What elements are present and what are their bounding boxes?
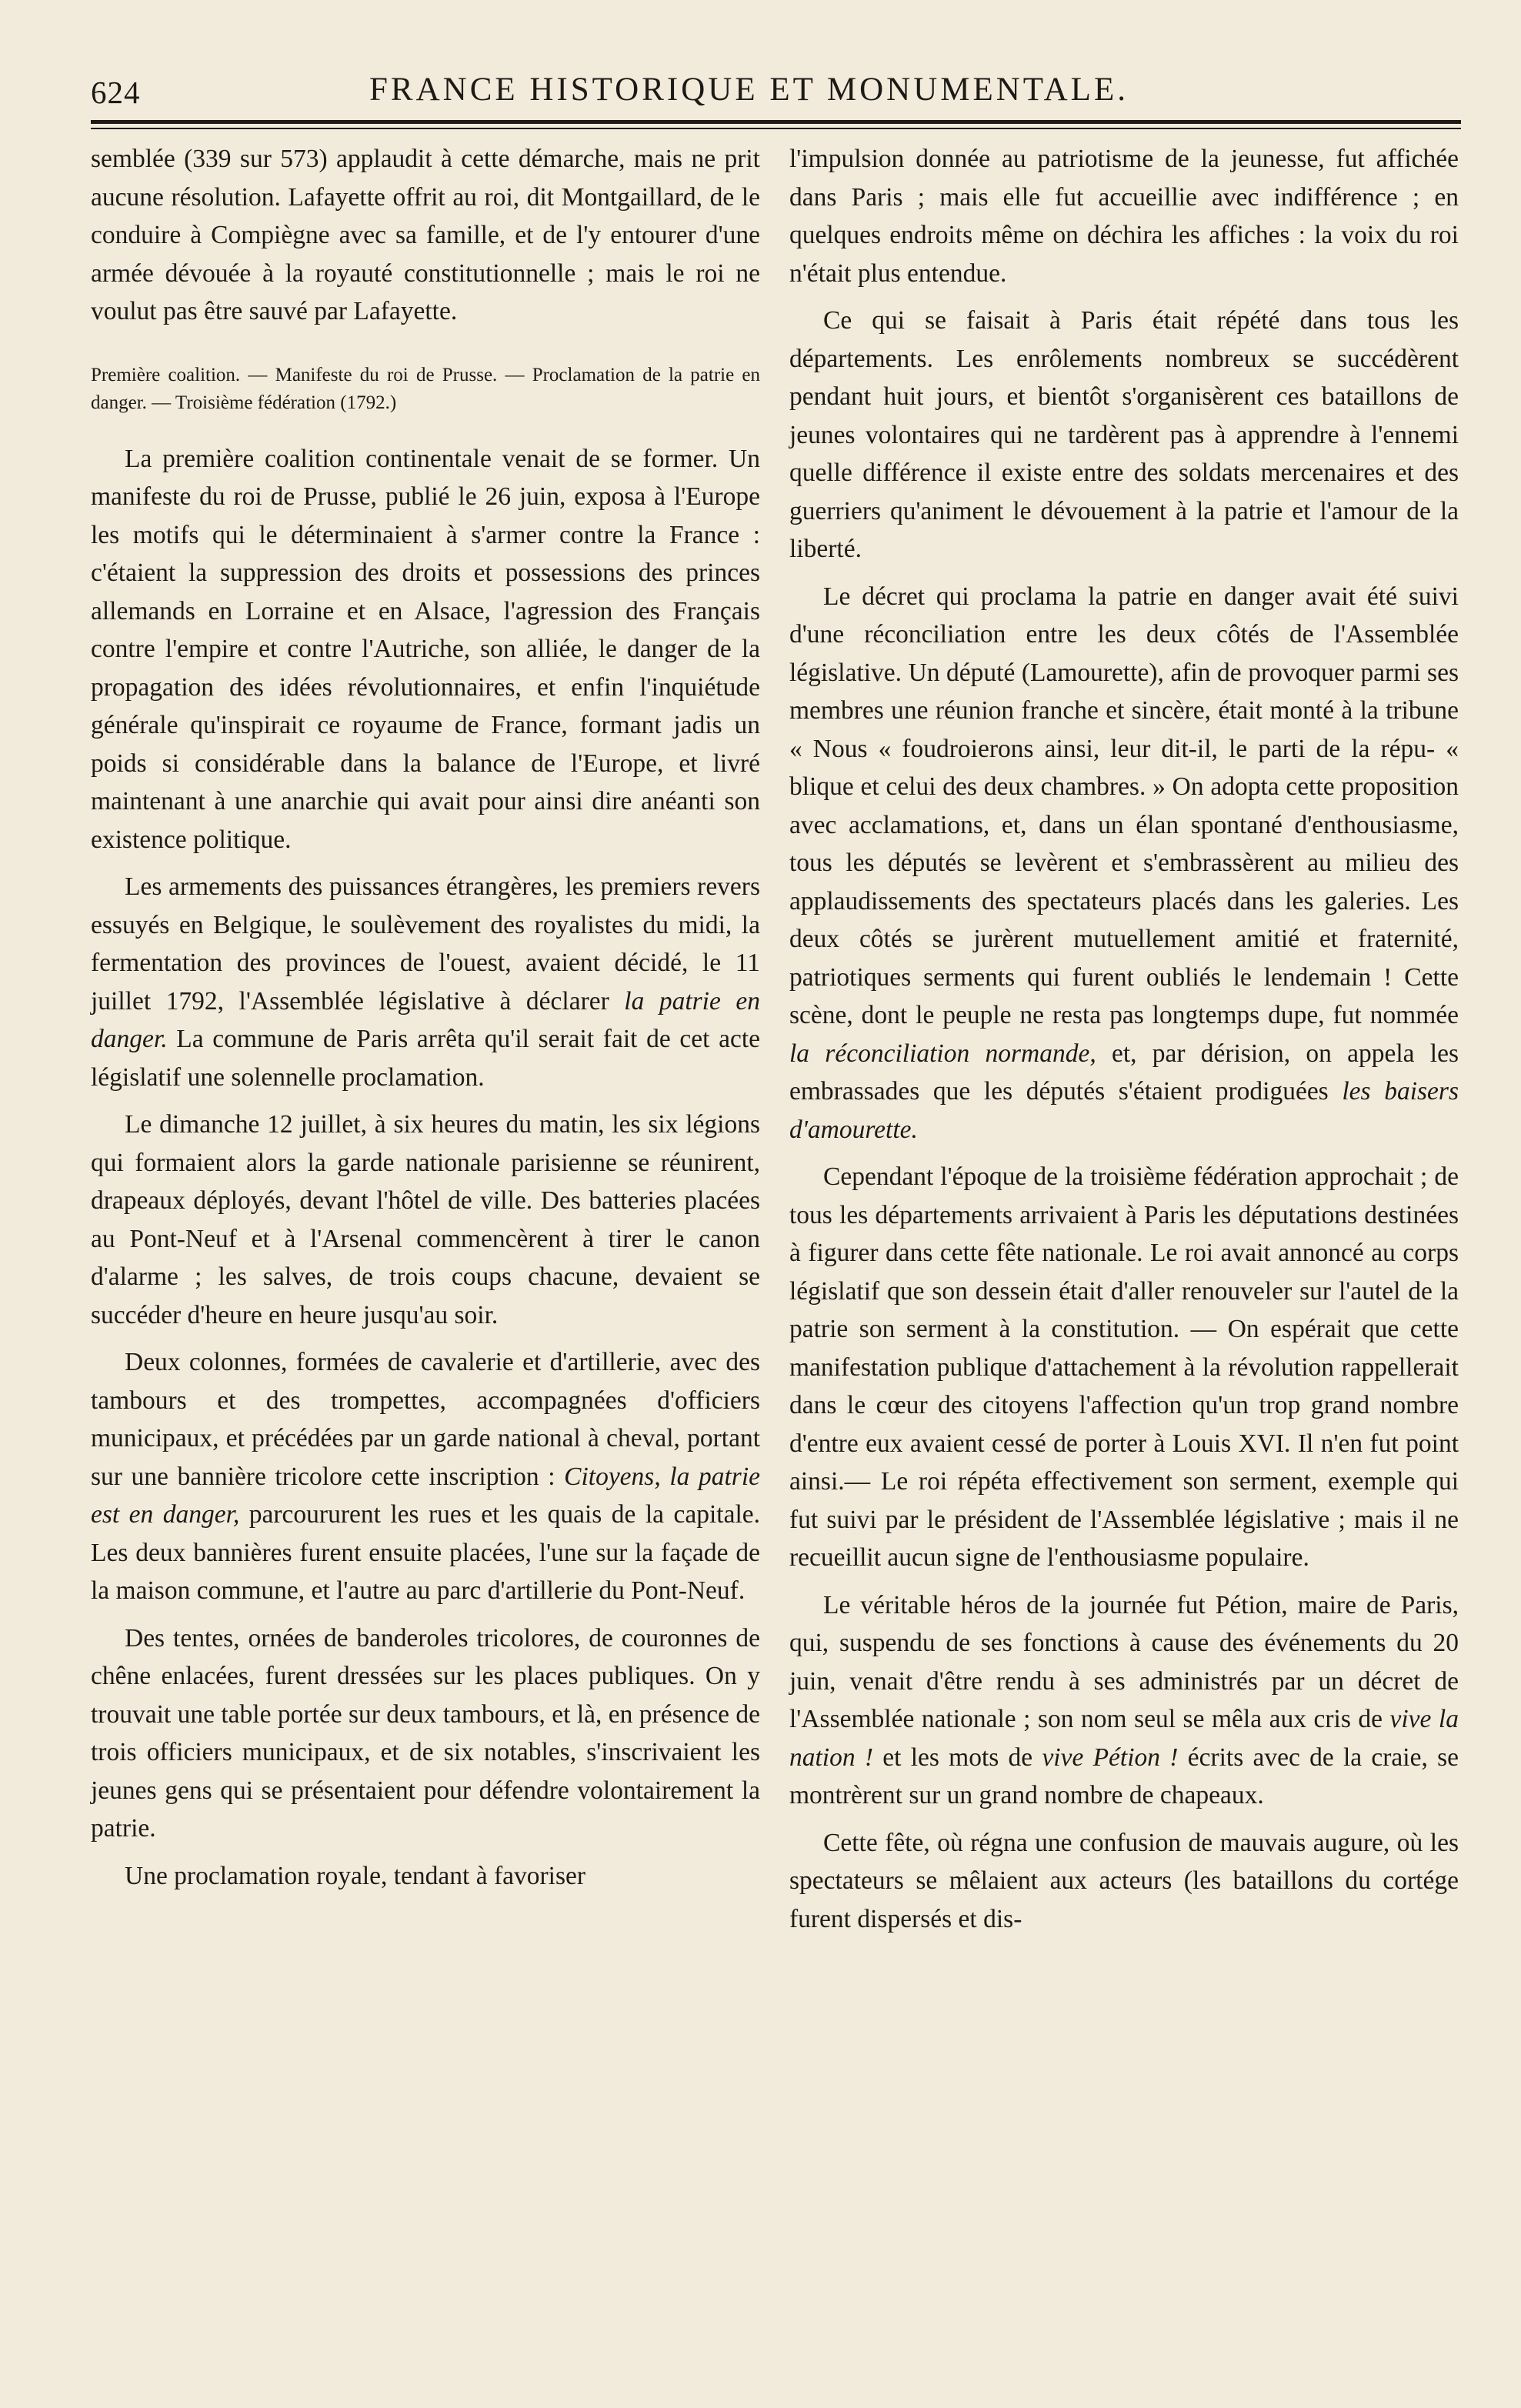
italic-phrase: vive la nation ! (789, 1705, 1459, 1772)
paragraph-text: et, par dérision, on appela les embrassades que les députés s'étaient prodiguées (789, 1039, 1459, 1106)
right-column (789, 140, 1459, 1938)
paragraph (789, 578, 1459, 1149)
italic-phrase: Citoyens, la patrie est en danger, (91, 1462, 760, 1529)
paragraph-text: Le véritable héros de la journée fut Pétion, maire de Paris, qui, suspendu de ses fonctions à cause des événements du 20 juin, venait d'être rendu à ses administrés par un décret de l'Assemblée nationale ; son nom seul se mêla aux cris de (789, 1590, 1459, 1733)
italic-phrase: les baisers d'amourette. (789, 1077, 1459, 1144)
paragraph-text: et les mots de (873, 1743, 1042, 1772)
left-column (91, 140, 760, 1895)
paragraph: La première coalition continentale venait de se former. Un manifeste du roi de Prusse, publié le 26 juin, exposa à l'Europe les motifs qui le déterminaient à s'armer contre la France : c'étaient la suppression des droits et possessions des princes allemands en Lorraine et en Alsace, l'agression des Français contre l'empire et contre l'Autriche, son alliée, le danger de la propagation des idées révolutionnaires, et enfin l'inquiétude générale qu'inspirait ce royaume de France, formant jadis un poids si considérable dans la balance de l'Europe, et livré maintenant à une anarchie qui avait pour ainsi dire anéanti son existence politique. (91, 444, 760, 854)
paragraph: Une proclamation royale, tendant à favoriser (125, 1861, 586, 1890)
paragraph-text: Le décret qui proclama la patrie en danger avait été suivi d'une réconciliation entre les deux côtés de l'Assemblée législative. Un député (Lamourette), afin de provoquer parmi ses membres une réunion franche et sincère, était monté à la tribune « Nous « foudroierons ainsi, leur dit-il, le parti de la répu- « blique et celui des deux chambres. » On adopta cette proposition avec acclamations, et, dans un élan spontané d'enthousiasme, tous les députés se levèrent et s'embrassèrent au milieu des applaudissements des spectateurs placés dans les galeries. Les deux côtés se jurèrent mutuellement amitié et fraternité, patriotiques serments qui furent oubliés le lendemain ! Cette scène, dont le peuple ne resta pas longtemps dupe, fut nommée (789, 582, 1459, 1029)
paragraph: Des tentes, ornées de banderoles tricolores, de couronnes de chêne enlacées, furent dressées sur les places publiques. On y trouvait une table portée sur deux tambours, et là, en présence de trois officiers municipaux, et de six notables, s'inscrivaient les jeunes gens qui se présentaient pour défendre volontairement la patrie. (91, 1623, 760, 1843)
header-rule-thin (91, 128, 1461, 129)
paragraph-text: écrits avec de la craie, se montrèrent sur un grand nombre de chapeaux. (789, 1743, 1459, 1809)
paragraph: Ce qui se faisait à Paris était répété dans tous les départements. Les enrôlements nombreux se succédèrent pendant huit jours, et bientôt s'organisèrent ces bataillons de jeunes volontaires qui ne tardèrent pas à apprendre à l'ennemi quelle différence il existe entre des soldats mercenaires et des guerriers qu'animent le dévouement à la patrie et l'amour de la liberté. (789, 306, 1459, 563)
paragraph: Le dimanche 12 juillet, à six heures du matin, les six légions qui formaient alors la garde nationale parisienne se réunirent, drapeaux déployés, devant l'hôtel de ville. Des batteries placées au Pont-Neuf et à l'Arsenal commencèrent à tirer le canon d'alarme ; les salves, de trois coups chacune, devaient se succéder d'heure en heure jusqu'au soir. (91, 1110, 760, 1329)
running-title: FRANCE HISTORIQUE ET MONUMENTALE. (369, 72, 1129, 108)
paragraph: Cependant l'époque de la troisième fédération approchait ; de tous les départements arrivaient à Paris les députations destinées à figurer dans cette fête nationale. Le roi avait annoncé au corps législatif que son dessein était d'aller renouveler sur l'autel de la patrie son serment à la constitution. — On espérait que cette manifestation publique d'attachement à la révolution rappellerait dans le cœur des citoyens l'affection qu'un trop grand nombre d'entre eux avaient cessé de porter à Louis XVI. Il n'en fut point ainsi.— Le roi répéta effectivement son serment, exemple qui fut suivi par le président de l'Assemblée législative ; mais il ne recueillit aucun signe de l'enthousiasme populaire. (789, 1162, 1459, 1572)
paragraph: l'impulsion donnée au patriotisme de la jeunesse, fut affichée dans Paris ; mais elle fut accueillie avec indifférence ; en quelques endroits même on déchira les affiches : la voix du roi n'était plus entendue. (789, 145, 1459, 288)
header-rule (91, 120, 1461, 124)
paragraph: Cette fête, où régna une confusion de mauvais augure, où les spectateurs se mêlaient aux acteurs (les bataillons du cortége furent dispersés et dis- (789, 1828, 1459, 1933)
paragraph-text: Les armements des puissances étrangères, les premiers revers essuyés en Belgique, le soulèvement des royalistes du midi, la fermentation des provinces de l'ouest, avaient décidé, le 11 juillet 1792, l'Assemblée législative à déclarer (91, 872, 760, 1016)
paragraph: semblée (339 sur 573) applaudit à cette démarche, mais ne prit aucune résolution. Lafayette offrit au roi, dit Montgaillard, de le conduire à Compiègne avec sa famille, et de l'y entourer d'une armée dévouée à la royauté constitutionnelle ; mais le roi ne voulut pas être sauvé par Lafayette. (91, 145, 760, 325)
section-heading: Première coalition. — Manifeste du roi de Prusse. — Proclamation de la patrie en danger. — Troisième fédération (1792.) (91, 364, 760, 413)
paragraph (91, 1343, 760, 1610)
italic-phrase: la patrie en danger. (91, 986, 760, 1053)
italic-phrase: la réconciliation normande, (789, 1039, 1096, 1068)
paragraph (91, 868, 760, 1096)
italic-phrase: vive Pétion ! (1042, 1743, 1179, 1772)
paragraph-text: parcoururent les rues et les quais de la capitale. Les deux bannières furent ensuite placées, l'une sur la façade de la maison commune, et l'autre au parc d'artillerie du Pont-Neuf. (91, 1500, 760, 1605)
paragraph-text: La commune de Paris arrêta qu'il serait fait de cet acte législatif une solennelle proclamation. (91, 1025, 760, 1092)
paragraph (789, 1586, 1459, 1815)
paragraph-text: Deux colonnes, formées de cavalerie et d'artillerie, avec des tambours et des trompettes, accompagnées d'officiers municipaux, et précédées par un garde national à cheval, portant sur une bannière tricolore cette inscription : (91, 1348, 760, 1491)
page-number: 624 (91, 75, 141, 110)
